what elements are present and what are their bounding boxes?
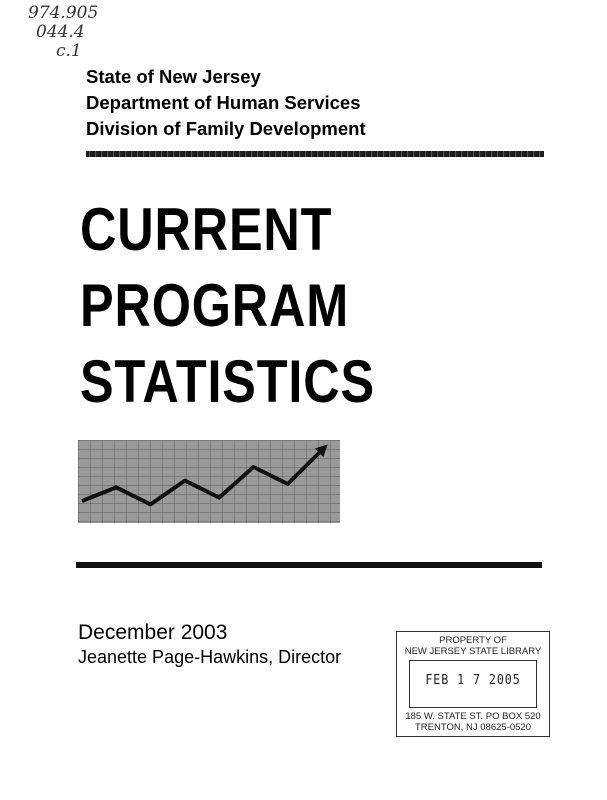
call-number-line: 044.4 <box>36 22 85 42</box>
agency-header <box>86 64 366 142</box>
grid-background <box>78 440 340 523</box>
stamp-date-box <box>409 660 537 708</box>
state-name: State of New Jersey <box>86 66 261 87</box>
title-line: PROGRAM <box>80 272 350 339</box>
department-name: Department of Human Services <box>86 92 361 113</box>
stamp-city-line: TRENTON, NJ 08625-0520 <box>415 722 531 733</box>
middle-divider <box>76 562 542 568</box>
stamp-property-line: PROPERTY OF <box>439 635 507 646</box>
trend-chart-icon <box>78 440 340 523</box>
top-divider <box>86 151 544 157</box>
call-number-line: c.1 <box>56 41 82 61</box>
title-line: STATISTICS <box>80 348 375 415</box>
director-name: Jeanette Page-Hawkins, Director <box>78 647 342 667</box>
library-stamp <box>396 631 550 737</box>
stamp-received-date: FEB 1 7 2005 <box>425 673 521 688</box>
stamp-address-line: 185 W. STATE ST. PO BOX 520 <box>405 711 541 722</box>
title-line: CURRENT <box>80 196 333 263</box>
report-title <box>80 192 375 420</box>
division-name: Division of Family Development <box>86 118 366 139</box>
report-date: December 2003 <box>78 621 228 644</box>
stamp-library-line: NEW JERSEY STATE LIBRARY <box>404 646 542 657</box>
call-number-line: 974.905 <box>28 3 99 23</box>
call-number <box>28 4 98 61</box>
